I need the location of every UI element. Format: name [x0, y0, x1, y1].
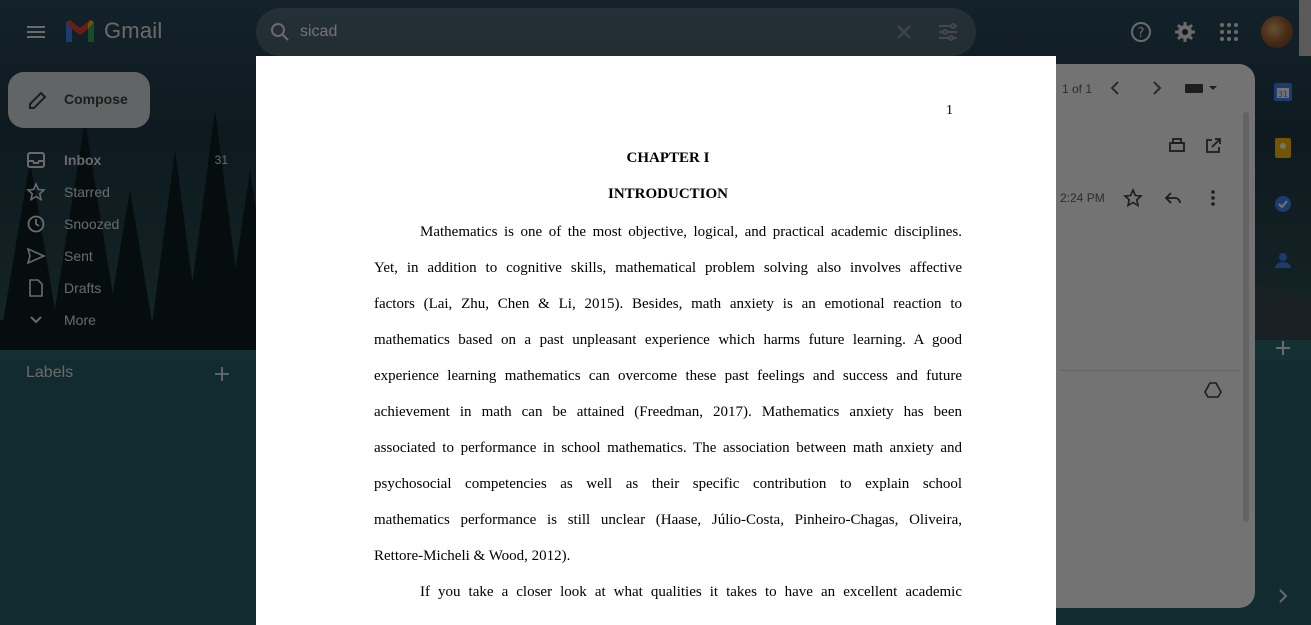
text-line: factors (Lai, Zhu, Chen & Li, 2015). Besides, math anxiety is an emotional reaction to — [374, 296, 962, 312]
text-line: mathematics based on a past unpleasant experience which harms future learning. A good — [374, 332, 962, 348]
text-line: Yet, in addition to cognitive skills, mathematical problem solving also involves affective — [374, 260, 962, 276]
text-line: associated to performance in school mathematics. The association between math anxiety and — [374, 440, 962, 456]
text-line: experience learning mathematics can overcome these past feelings and success and future — [374, 368, 962, 384]
chapter-title: CHAPTER I — [626, 150, 710, 166]
document-page — [256, 56, 1056, 625]
section-heading: INTRODUCTION — [607, 186, 728, 202]
text-line: psychosocial competencies as well as their specific contribution to explain school — [374, 476, 962, 492]
text-line: achievement in math can be attained (Freedman, 2017). Mathematics anxiety has been — [374, 404, 962, 420]
text-line: Rettore-Micheli & Wood, 2012). — [374, 548, 571, 564]
text-line: mathematics performance is still unclear (Haase, Júlio-Costa, Pinheiro-Chagas, Oliveira, — [374, 512, 962, 528]
text-line: If you take a closer look at what qualities it takes to have an excellent academic — [420, 584, 962, 600]
page-number: 1 — [946, 103, 953, 118]
text-line: Mathematics is one of the most objective, logical, and practical academic disciplines. — [420, 224, 962, 240]
